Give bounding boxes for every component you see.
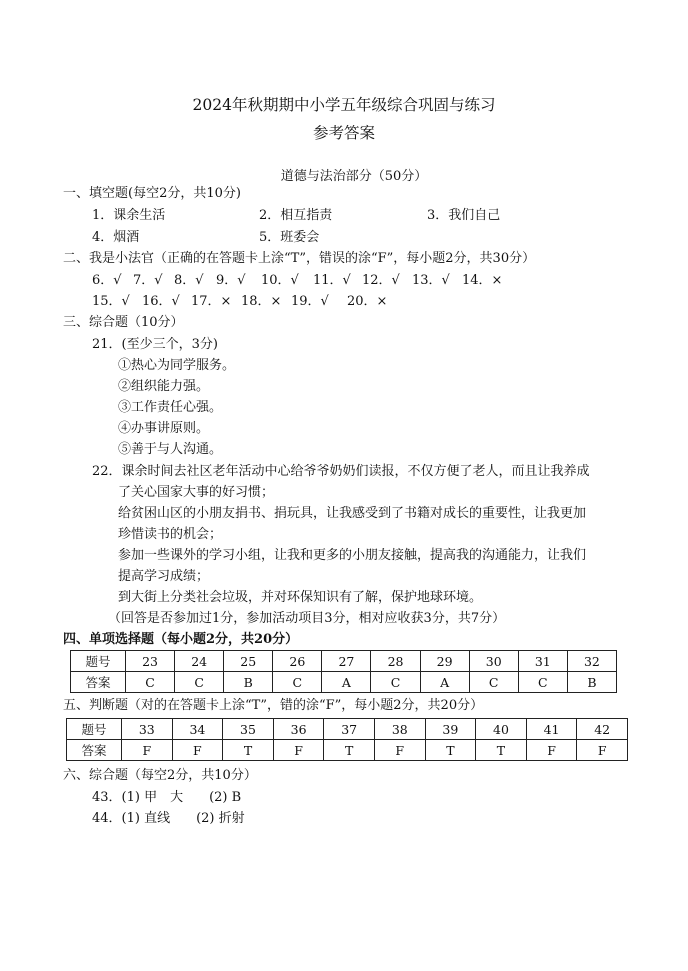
- table-cell: F: [577, 740, 628, 761]
- table-cell: F: [526, 740, 577, 761]
- table-cell: 41: [526, 719, 577, 740]
- section-heading: 道德与法治部分（50分）: [280, 169, 428, 184]
- part2-answer: 8．√: [174, 273, 204, 288]
- table-cell: F: [122, 740, 173, 761]
- table-cell: C: [371, 672, 420, 693]
- table-cell: 30: [469, 651, 518, 672]
- part1-item: 3．我们自己: [427, 208, 501, 223]
- q44-answer: 44．(1) 直线 (2) 折射: [92, 811, 245, 826]
- table-cell: 39: [425, 719, 476, 740]
- table-cell: A: [322, 672, 371, 693]
- table-cell: C: [518, 672, 567, 693]
- table-cell: 31: [518, 651, 567, 672]
- page-title: 2024年秋期期中小学五年级综合巩固与练习: [192, 96, 496, 114]
- q22-line: 22．课余时间去社区老年活动中心给爷爷奶奶们读报，不仅方便了老人，而且让我养成: [92, 464, 590, 479]
- part2-answer: 10．√: [261, 273, 299, 288]
- q21-point: ④办事讲原则。: [118, 421, 210, 436]
- table-row: [67, 719, 628, 740]
- q22-note: （回答是否参加过1分，参加活动项目3分，相对应收获3分，共7分）: [108, 611, 506, 626]
- table-cell: 25: [224, 651, 273, 672]
- table-cell: T: [324, 740, 375, 761]
- table-cell: 32: [567, 651, 616, 672]
- q21-point: ①热心为同学服务。: [118, 358, 236, 373]
- part2-answer: 14．×: [462, 273, 503, 288]
- table-cell: 37: [324, 719, 375, 740]
- table-cell: F: [273, 740, 324, 761]
- part4-heading: 四、单项选择题（每小题2分，共20分）: [63, 632, 299, 647]
- q21-point: ⑤善于与人沟通。: [118, 442, 223, 457]
- table-cell: 29: [420, 651, 469, 672]
- part6-heading: 六、综合题（每空2分，共10分）: [63, 768, 257, 783]
- part2-answer: 16．√: [142, 294, 180, 309]
- part5-answer-table: [66, 718, 628, 761]
- part1-item: 5．班委会: [259, 230, 320, 245]
- part2-answer: 6．√: [92, 273, 122, 288]
- table-row-label: 答案: [71, 672, 126, 693]
- part2-answer: 17．×: [191, 294, 232, 309]
- table-row: [71, 672, 617, 693]
- q21-point: ③工作责任心强。: [118, 400, 223, 415]
- q22-line: 参加一些课外的学习小组，让我和更多的小朋友接触，提高我的沟通能力，让我们: [118, 548, 587, 563]
- q22-line: 珍惜读书的机会；: [118, 527, 223, 542]
- table-cell: 42: [577, 719, 628, 740]
- part4-answer-table: [70, 650, 617, 693]
- part2-answer: 15．√: [92, 294, 130, 309]
- table-cell: 34: [172, 719, 223, 740]
- part5-heading: 五、判断题（对的在答题卡上涂“T”，错的涂“F”，每小题2分，共20分）: [63, 698, 484, 713]
- table-cell: F: [172, 740, 223, 761]
- table-cell: 23: [126, 651, 175, 672]
- table-cell: 35: [223, 719, 274, 740]
- table-row: [71, 651, 617, 672]
- table-cell: 24: [175, 651, 224, 672]
- table-cell: 40: [476, 719, 527, 740]
- table-cell: 36: [273, 719, 324, 740]
- q22-line: 到大街上分类社会垃圾，并对环保知识有了解，保护地球环境。: [118, 590, 483, 605]
- page-subtitle: 参考答案: [312, 124, 375, 142]
- part2-answer: 18．×: [241, 294, 282, 309]
- table-row-label: 题号: [71, 651, 126, 672]
- q43-answer: 43．(1) 甲 大 (2) B: [92, 790, 242, 805]
- table-cell: B: [567, 672, 616, 693]
- part3-heading: 三、综合题（10分）: [63, 315, 184, 330]
- table-cell: 26: [273, 651, 322, 672]
- table-row-label: 答案: [67, 740, 122, 761]
- table-cell: C: [273, 672, 322, 693]
- part2-answer: 11．√: [313, 273, 351, 288]
- table-cell: T: [476, 740, 527, 761]
- q22-line: 给贫困山区的小朋友捐书、捐玩具，让我感受到了书籍对成长的重要性，让我更加: [118, 506, 587, 521]
- table-cell: 33: [122, 719, 173, 740]
- part2-answer: 9．√: [216, 273, 246, 288]
- table-cell: T: [223, 740, 274, 761]
- table-row: [67, 740, 628, 761]
- table-cell: C: [469, 672, 518, 693]
- table-cell: A: [420, 672, 469, 693]
- part2-heading: 二、我是小法官（正确的在答题卡上涂“T”，错误的涂“F”，每小题2分，共30分）: [63, 251, 536, 266]
- table-cell: C: [175, 672, 224, 693]
- part1-item: 2．相互指责: [259, 208, 333, 223]
- part2-answer: 12．√: [362, 273, 400, 288]
- q21-point: ②组织能力强。: [118, 379, 210, 394]
- table-cell: B: [224, 672, 273, 693]
- q22-line: 提高学习成绩；: [118, 569, 210, 584]
- table-row-label: 题号: [67, 719, 122, 740]
- part1-item: 4．烟酒: [92, 230, 140, 245]
- q22-line: 了关心国家大事的好习惯；: [118, 485, 275, 500]
- part2-answer: 19．√: [291, 294, 329, 309]
- part1-item: 1．课余生活: [92, 208, 166, 223]
- table-cell: 38: [374, 719, 425, 740]
- q21-label: 21．(至少三个，3分): [92, 337, 218, 352]
- table-cell: T: [425, 740, 476, 761]
- part2-answer: 20．×: [347, 294, 388, 309]
- part2-answer: 7．√: [133, 273, 163, 288]
- table-cell: 27: [322, 651, 371, 672]
- table-cell: F: [374, 740, 425, 761]
- table-cell: C: [126, 672, 175, 693]
- table-cell: 28: [371, 651, 420, 672]
- part2-answer: 13．√: [412, 273, 450, 288]
- part1-heading: 一、填空题(每空2分，共10分): [63, 186, 241, 201]
